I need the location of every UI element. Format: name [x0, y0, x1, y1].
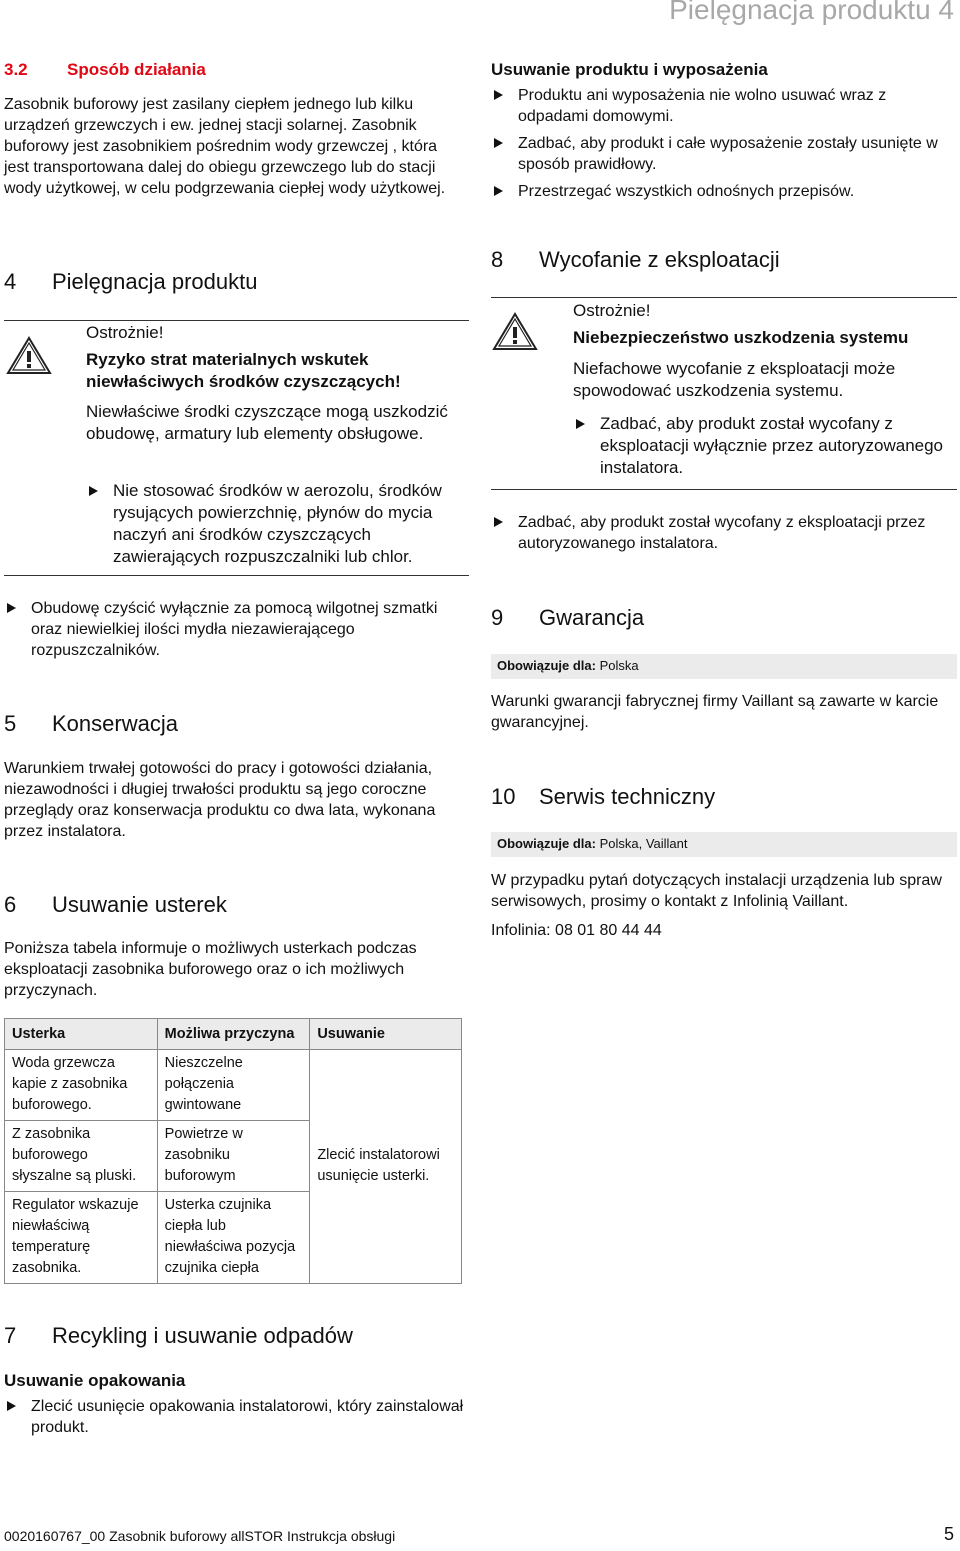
section-number: 5 [4, 711, 17, 736]
decommission-action-item: Zadbać, aby produkt został wycofany z eksploatacji przez autoryzowanego instalatora. [491, 512, 957, 554]
warning-action-list [86, 480, 468, 574]
warning-risk-text: Ryzyko strat materialnych wskutek niewłaściwych środków czyszczących! [86, 350, 401, 391]
disposal-action-list [491, 85, 957, 208]
section-number: 10 [491, 784, 516, 809]
disposal-action-item: Zadbać, aby produkt i całe wyposażenie zostały usunięte w sposób prawidłowy. [491, 133, 957, 175]
section-title: Serwis techniczny [539, 784, 716, 809]
section-number: 3.2 [4, 60, 28, 79]
warning-triangle-icon [6, 335, 52, 375]
warning-risk-text: Niebezpieczeństwo uszkodzenia systemu [573, 328, 909, 347]
column-header: Usuwanie [310, 1019, 462, 1050]
warning-action-list [573, 413, 955, 485]
section-number: 4 [4, 269, 17, 294]
disposal-subheading: Usuwanie produktu i wyposażenia [491, 60, 768, 79]
packaging-action-item: Zlecić usunięcie opakowania instalatorowi, który zainstalował produkt. [4, 1396, 470, 1438]
section-9-text: Warunki gwarancji fabrycznej firmy Vaillant są zawarte w karcie gwarancyjnej. [491, 693, 939, 731]
disposal-action-item: Przestrzegać wszystkich odnośnych przepisów. [491, 181, 957, 202]
section-10-heading [491, 784, 715, 810]
hotline-text: Infolinia: 08 01 80 44 44 [491, 922, 662, 939]
section-8-heading [491, 247, 780, 273]
section-10-text: W przypadku pytań dotyczących instalacji urządzenia lub spraw serwisowych, prosimy o kontakt z Infolinią Vaillant. [491, 872, 942, 910]
column-header: Możliwa przyczyna [157, 1019, 310, 1050]
section-6-text: Poniższa tabela informuje o możliwych usterkach podczas eksploatacji zasobnika buforowego oraz o ich możliwych przyczynach. [4, 940, 417, 999]
section-7-subheading: Usuwanie opakowania [4, 1371, 186, 1390]
section-title: Gwarancja [539, 605, 645, 630]
validity-label: Obowiązuje dla: [497, 658, 596, 673]
care-action-list [4, 598, 470, 667]
section-title: Sposób działania [67, 60, 206, 79]
column-header: Usterka [5, 1019, 158, 1050]
section-title: Usuwanie usterek [52, 892, 227, 917]
page-number: 5 [943, 1524, 954, 1544]
section-number: 6 [4, 892, 17, 917]
validity-value: Polska [599, 658, 639, 673]
validity-value: Polska, Vaillant [599, 836, 688, 851]
section-number: 9 [491, 605, 504, 630]
section-5-heading [4, 711, 178, 737]
table-cell: Usterka czujnika ciepła lub niewłaściwa pozycja czujnika ciepła [157, 1192, 310, 1284]
running-head: Pielęgnacja produktu 4 [669, 0, 954, 25]
table-cell: Nieszczelne połączenia gwintowane [157, 1050, 310, 1121]
warning-description: Niewłaściwe środki czyszczące mogą uszkodzić obudowę, armatury lub elementy obsługowe. [86, 402, 448, 443]
section-title: Wycofanie z eksploatacji [539, 247, 780, 272]
section-title: Recykling i usuwanie odpadów [52, 1323, 353, 1348]
section-title: Konserwacja [52, 711, 178, 736]
section-3-2-text: Zasobnik buforowy jest zasilany ciepłem jednego lub kilku urządzeń grzewczych i ew. jednej stacji solarnej. Zasobnik buforowy jest zasobnikiem pośrednim wody grzewczej , która jest transportowana dalej do obiegu grzewczego lub do stacji wody użytkowej, w celu podgrzewania ciepłej wody użytkowej. [4, 96, 446, 197]
warning-action-item: Zadbać, aby produkt został wycofany z eksploatacji wyłącznie przez autoryzowanego instalatora. [573, 413, 955, 479]
table-header-row [5, 1019, 462, 1050]
warning-triangle-icon [492, 311, 538, 351]
decommission-action-list [491, 512, 957, 560]
section-number: 8 [491, 247, 504, 272]
section-7-heading [4, 1323, 353, 1349]
section-9-heading [491, 605, 644, 631]
section-3-2-heading [4, 60, 206, 80]
care-action-item: Obudowę czyścić wyłącznie za pomocą wilgotnej szmatki oraz niewielkiej ilości mydła niezawierającego rozpuszczalników. [4, 598, 470, 661]
validity-label: Obowiązuje dla: [497, 836, 596, 851]
section-6-heading [4, 892, 227, 918]
section-4-heading [4, 269, 257, 295]
table-row [5, 1050, 462, 1121]
table-cell: Powietrze w zasobniku buforowym [157, 1121, 310, 1192]
warning-signal-word: Ostrożnie! [86, 323, 164, 342]
warning-signal-word: Ostrożnie! [573, 301, 651, 320]
troubleshooting-table [4, 1018, 462, 1284]
table-cell: Woda grzewcza kapie z zasobnika buforowego. [5, 1050, 158, 1121]
disposal-action-item: Produktu ani wyposażenia nie wolno usuwać wraz z odpadami domowymi. [491, 85, 957, 127]
section-5-text: Warunkiem trwałej gotowości do pracy i gotowości działania, niezawodności i długiej trwałości produktu są jego coroczne przeglądy oraz konserwacja produktu co dwa lata, wykonana przez instalatora. [4, 760, 436, 840]
packaging-action-list [4, 1396, 470, 1444]
table-cell: Regulator wskazuje niewłaściwą temperaturę zasobnika. [5, 1192, 158, 1284]
section-number: 7 [4, 1323, 17, 1348]
warning-description: Niefachowe wycofanie z eksploatacji może spowodować uszkodzenia systemu. [573, 359, 896, 400]
footer-document-info: 0020160767_00 Zasobnik buforowy allSTOR Instrukcja obsługi [4, 1528, 396, 1544]
table-cell-remedy: Zlecić instalatorowi usunięcie usterki. [310, 1050, 462, 1284]
table-cell: Z zasobnika buforowego słyszalne są pluski. [5, 1121, 158, 1192]
validity-bar [491, 654, 957, 679]
section-title: Pielęgnacja produktu [52, 269, 258, 294]
warning-action-item: Nie stosować środków w aerozolu, środków rysujących powierzchnię, płynów do mycia naczyń ani środków czyszczących zawierających rozpuszczalniki lub chlor. [86, 480, 468, 568]
validity-bar [491, 832, 957, 857]
